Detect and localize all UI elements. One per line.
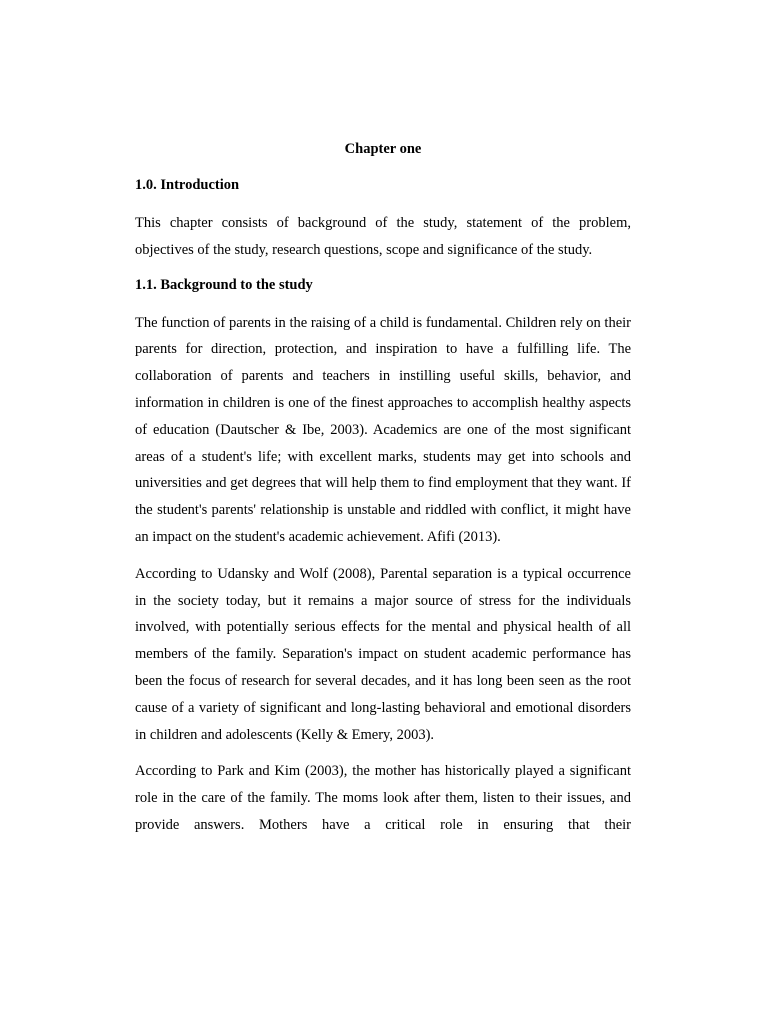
section-heading-introduction: 1.0. Introduction [135, 177, 240, 193]
chapter-title: Chapter one [344, 141, 422, 157]
background-paragraph-3: According to Park and Kim (2003), the mother has historically played a significant role in the care of the family. The moms look after them, listen to their issues, and provide answers. Mothers have a critical role in ensuring that their [135, 763, 631, 833]
introduction-paragraph: This chapter consists of background of the study, statement of the problem, objectives of the study, research questions, scope and significance of the study. [135, 215, 631, 258]
background-paragraph-2: According to Udansky and Wolf (2008), Parental separation is a typical occurrence in the society today, but it remains a major source of stress for the individuals involved, with potentially serious effects for the mental and physical health of all members of the family. Separation's impact on student academic performance has been the focus of research for several decades, and it has long been seen as the root cause of a variety of significant and long-lasting behavioral and emotional disorders in children and adolescents (Kelly & Emery, 2003). [135, 565, 631, 743]
background-paragraph-1: The function of parents in the raising of a child is fundamental. Children rely on their parents for direction, protection, and inspiration to have a fulfilling life. The collaboration of parents and teachers in instilling useful skills, behavior, and information in children is one of the finest approaches to accomplish healthy aspects of education (Dautscher & Ibe, 2003). Academics are one of the most significant areas of a student's life; with excellent marks, students may get into schools and universities and get degrees that will help them to find employment that they want. If the student's parents' relationship is unstable and riddled with conflict, it might have an impact on the student's academic achievement. Afifi (2013). [135, 314, 631, 545]
section-heading-background: 1.1. Background to the study [135, 276, 313, 293]
